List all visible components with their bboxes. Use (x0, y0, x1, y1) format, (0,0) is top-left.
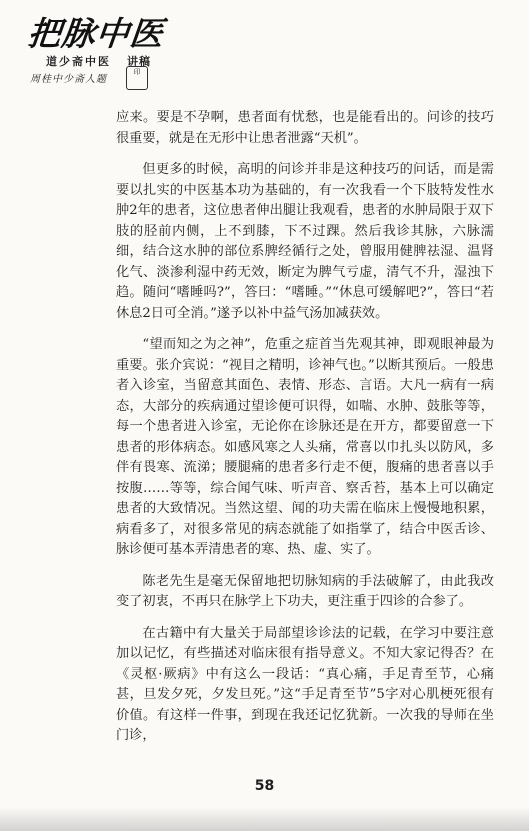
book-subtitle: 道少斋中医 (46, 55, 111, 68)
paragraph-5: 在古籍中有大量关于局部望诊诊法的记载，在学习中要注意加以记忆，有些描述对临床很有指导意义。不知大家记得否？在《灵枢·厥病》中有这么一段话：“真心痛，手足青至节，心痛甚，旦发夕死，夕发旦死。”这“手足青至节”5字对心肌梗死很有价值。有这样一件事，到现在我还记忆犹新。一次我的导师在坐门诊， (116, 625, 494, 743)
paragraph-2: 但更多的时候，高明的问诊并非是这种技巧的问话，而是需要以扎实的中医基本功为基础的，有一次我看一个下肢特发性水肿2年的患者，这位患者伸出腿让我观看，患者的水肿局限于双下肢的胫前内侧，上不到膝，下不过踝。然后我诊其脉，六脉濡细，结合这水肿的部位系脾经循行之处，曾服用健脾祛湿、温肾化气、淡渗利湿中药无效，断定为脾气亏虚，清气不升，湿浊下趋。随问“嗜睡吗?”，答曰：“嗜睡。”“休息可缓解吧?”，答曰“若休息2日可全消。”遂予以补中益气汤加减获效。 (116, 162, 494, 321)
seal-text: 印 (133, 68, 141, 76)
page-number: 58 (254, 778, 275, 794)
page-edge-shadow (0, 807, 529, 831)
paragraph-4: 陈老先生是毫无保留地把切脉知病的手法破解了，由此我改变了初衷，不再只在脉学上下功夫，更注重于四诊的合参了。 (116, 573, 494, 609)
paragraph-3: “望而知之为之神”，危重之症首当先观其神，即观眼神最为重要。张介宾说：“视目之精明，诊神气也。”以断其预后。一般患者入诊室，当留意其面色、表情、形态、言语。大凡一病有一病态，大部分的疾病通过望诊便可识得，如喘、水肿、鼓胀等等，每一个患者进入诊室，无论你在诊脉还是在开方，都要留意一下患者的形体病态。如感风寒之人头痛，常喜以巾扎头以防风，多伴有畏寒、流涕；腰腿痛的患者多行走不便，腹痛的患者喜以手按腹……等等，综合闻气味、听声音、察舌苔，基本上可以确定患者的大致情况。当然这望、闻的功夫需在临床上慢慢地积累，病看多了，对很多常见的病态就能了如指掌了，结合中医舌诊、脉诊便可基本弄清患者的寒、热、虚、实了。 (116, 337, 494, 557)
paragraph-1: 应来。要是不孕啊，患者面有忧愁，也是能看出的。问诊的技巧很重要，就是在无形中让患者泄露“天机”。 (116, 110, 494, 146)
seal-stamp-icon (126, 66, 148, 90)
calligraphy-signature: 周桂中少斋人题 (30, 74, 107, 85)
page-body-text (116, 108, 494, 747)
book-lecture-label: 讲稿 (127, 55, 151, 68)
page-header (0, 0, 529, 100)
book-logo-title: 把脉中医 (25, 14, 166, 53)
